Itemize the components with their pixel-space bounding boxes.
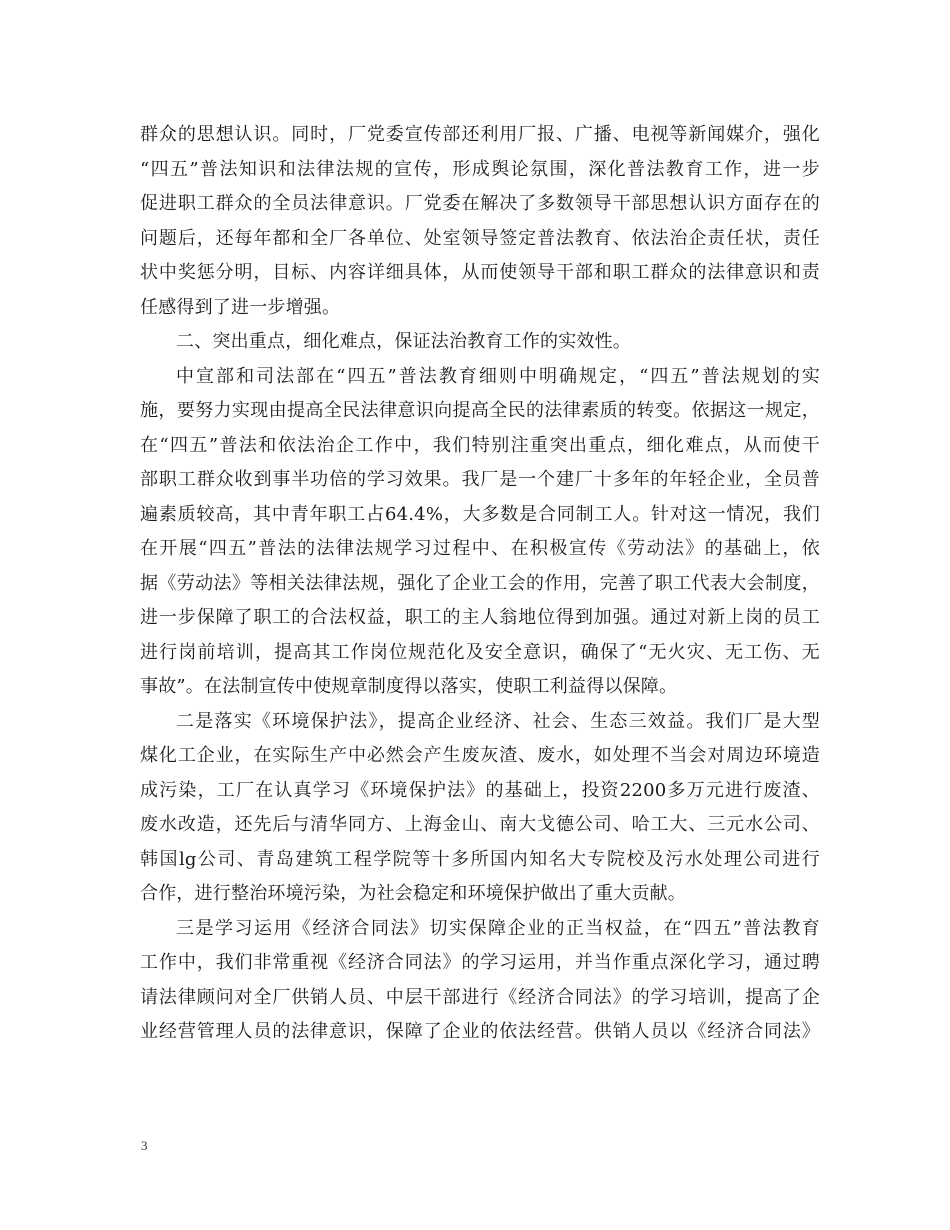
text-line: 状中奖惩分明，目标、内容详细具体，从而使领导干部和职工群众的法律意识和责 bbox=[140, 262, 820, 283]
text-line: 三是学习运用《经济合同法》切实保障企业的正当权益，在“四五”普法教育 bbox=[176, 917, 820, 939]
text-line: 进行岗前培训，提高其工作岗位规范化及安全意识，确保了“无火灾、无工伤、无 bbox=[140, 641, 820, 663]
text-line: 促进职工群众的全员法律意识。厂党委在解决了多数领导干部思想认识方面存在的 bbox=[140, 193, 820, 214]
text-line: 废水改造，还先后与清华同方、上海金山、南大戈德公司、哈工大、三元水公司、 bbox=[140, 814, 820, 835]
text-line: 二是落实《环境保护法》，提高企业经济、社会、生态三效益。我们厂是大型 bbox=[176, 710, 820, 732]
text-line: 合作，进行整治环境污染，为社会稳定和环境保护做出了重大贡献。 bbox=[140, 883, 686, 904]
text-line: 部职工群众收到事半功倍的学习效果。我厂是一个建厂十多年的年轻企业，全员普 bbox=[140, 469, 820, 490]
text-line: 任感得到了进一步增强。 bbox=[140, 296, 341, 318]
page-number: 3 bbox=[141, 1138, 148, 1153]
text-line: 在“四五”普法和依法治企工作中，我们特别注重突出重点，细化难点，从而使干 bbox=[140, 434, 820, 456]
text-line: 事故”。在法制宣传中使规章制度得以落实，使职工利益得以保障。 bbox=[140, 676, 678, 697]
text-line: 工作中，我们非常重视《经济合同法》的学习运用，并当作重点深化学习，通过聘 bbox=[140, 952, 820, 973]
text-line: 群众的思想认识。同时，厂党委宣传部还利用厂报、广播、电视等新闻媒介，强化 bbox=[140, 124, 820, 145]
text-line: 请法律顾问对全厂供销人员、中层干部进行《经济合同法》的学习培训，提高了企 bbox=[140, 986, 820, 1008]
text-line: 进一步保障了职工的合法权益，职工的主人翁地位得到加强。通过对新上岗的员工 bbox=[140, 607, 820, 628]
text-line: 煤化工企业，在实际生产中必然会产生废灰渣、废水，如处理不当会对周边环境造 bbox=[140, 745, 820, 766]
text-line: 二、突出重点，细化难点，保证法治教育工作的实效性。 bbox=[176, 331, 631, 352]
text-line: 中宣部和司法部在“四五”普法教育细则中明确规定，“四五”普法规划的实 bbox=[176, 365, 820, 387]
text-line: 据《劳动法》等相关法律法规，强化了企业工会的作用，完善了职工代表大会制度， bbox=[140, 572, 820, 594]
text-line: 施，要努力实现由提高全民法律意识向提高全民的法律素质的转变。依据这一规定， bbox=[140, 400, 820, 421]
text-line: 在开展“四五”普法的法律法规学习过程中、在积极宣传《劳动法》的基础上，依 bbox=[140, 538, 820, 559]
text-line: 问题后，还每年都和全厂各单位、处室领导签定普法教育、依法治企责任状，责任 bbox=[140, 227, 820, 249]
text-line: 成污染，工厂在认真学习《环境保护法》的基础上，投资2200多万元进行废渣、 bbox=[140, 779, 820, 801]
text-line: 遍素质较高，其中青年职工占64.4%，大多数是合同制工人。针对这一情况，我们 bbox=[140, 503, 820, 525]
text-line: 韩国lg公司、青岛建筑工程学院等十多所国内知名大专院校及污水处理公司进行 bbox=[140, 848, 820, 870]
text-line: 业经营管理人员的法律意识，保障了企业的依法经营。供销人员以《经济合同法》 bbox=[140, 1021, 820, 1042]
text-line: “四五”普法知识和法律法规的宣传，形成舆论氛围，深化普法教育工作，进一步 bbox=[140, 158, 820, 180]
document-body bbox=[140, 118, 820, 1050]
